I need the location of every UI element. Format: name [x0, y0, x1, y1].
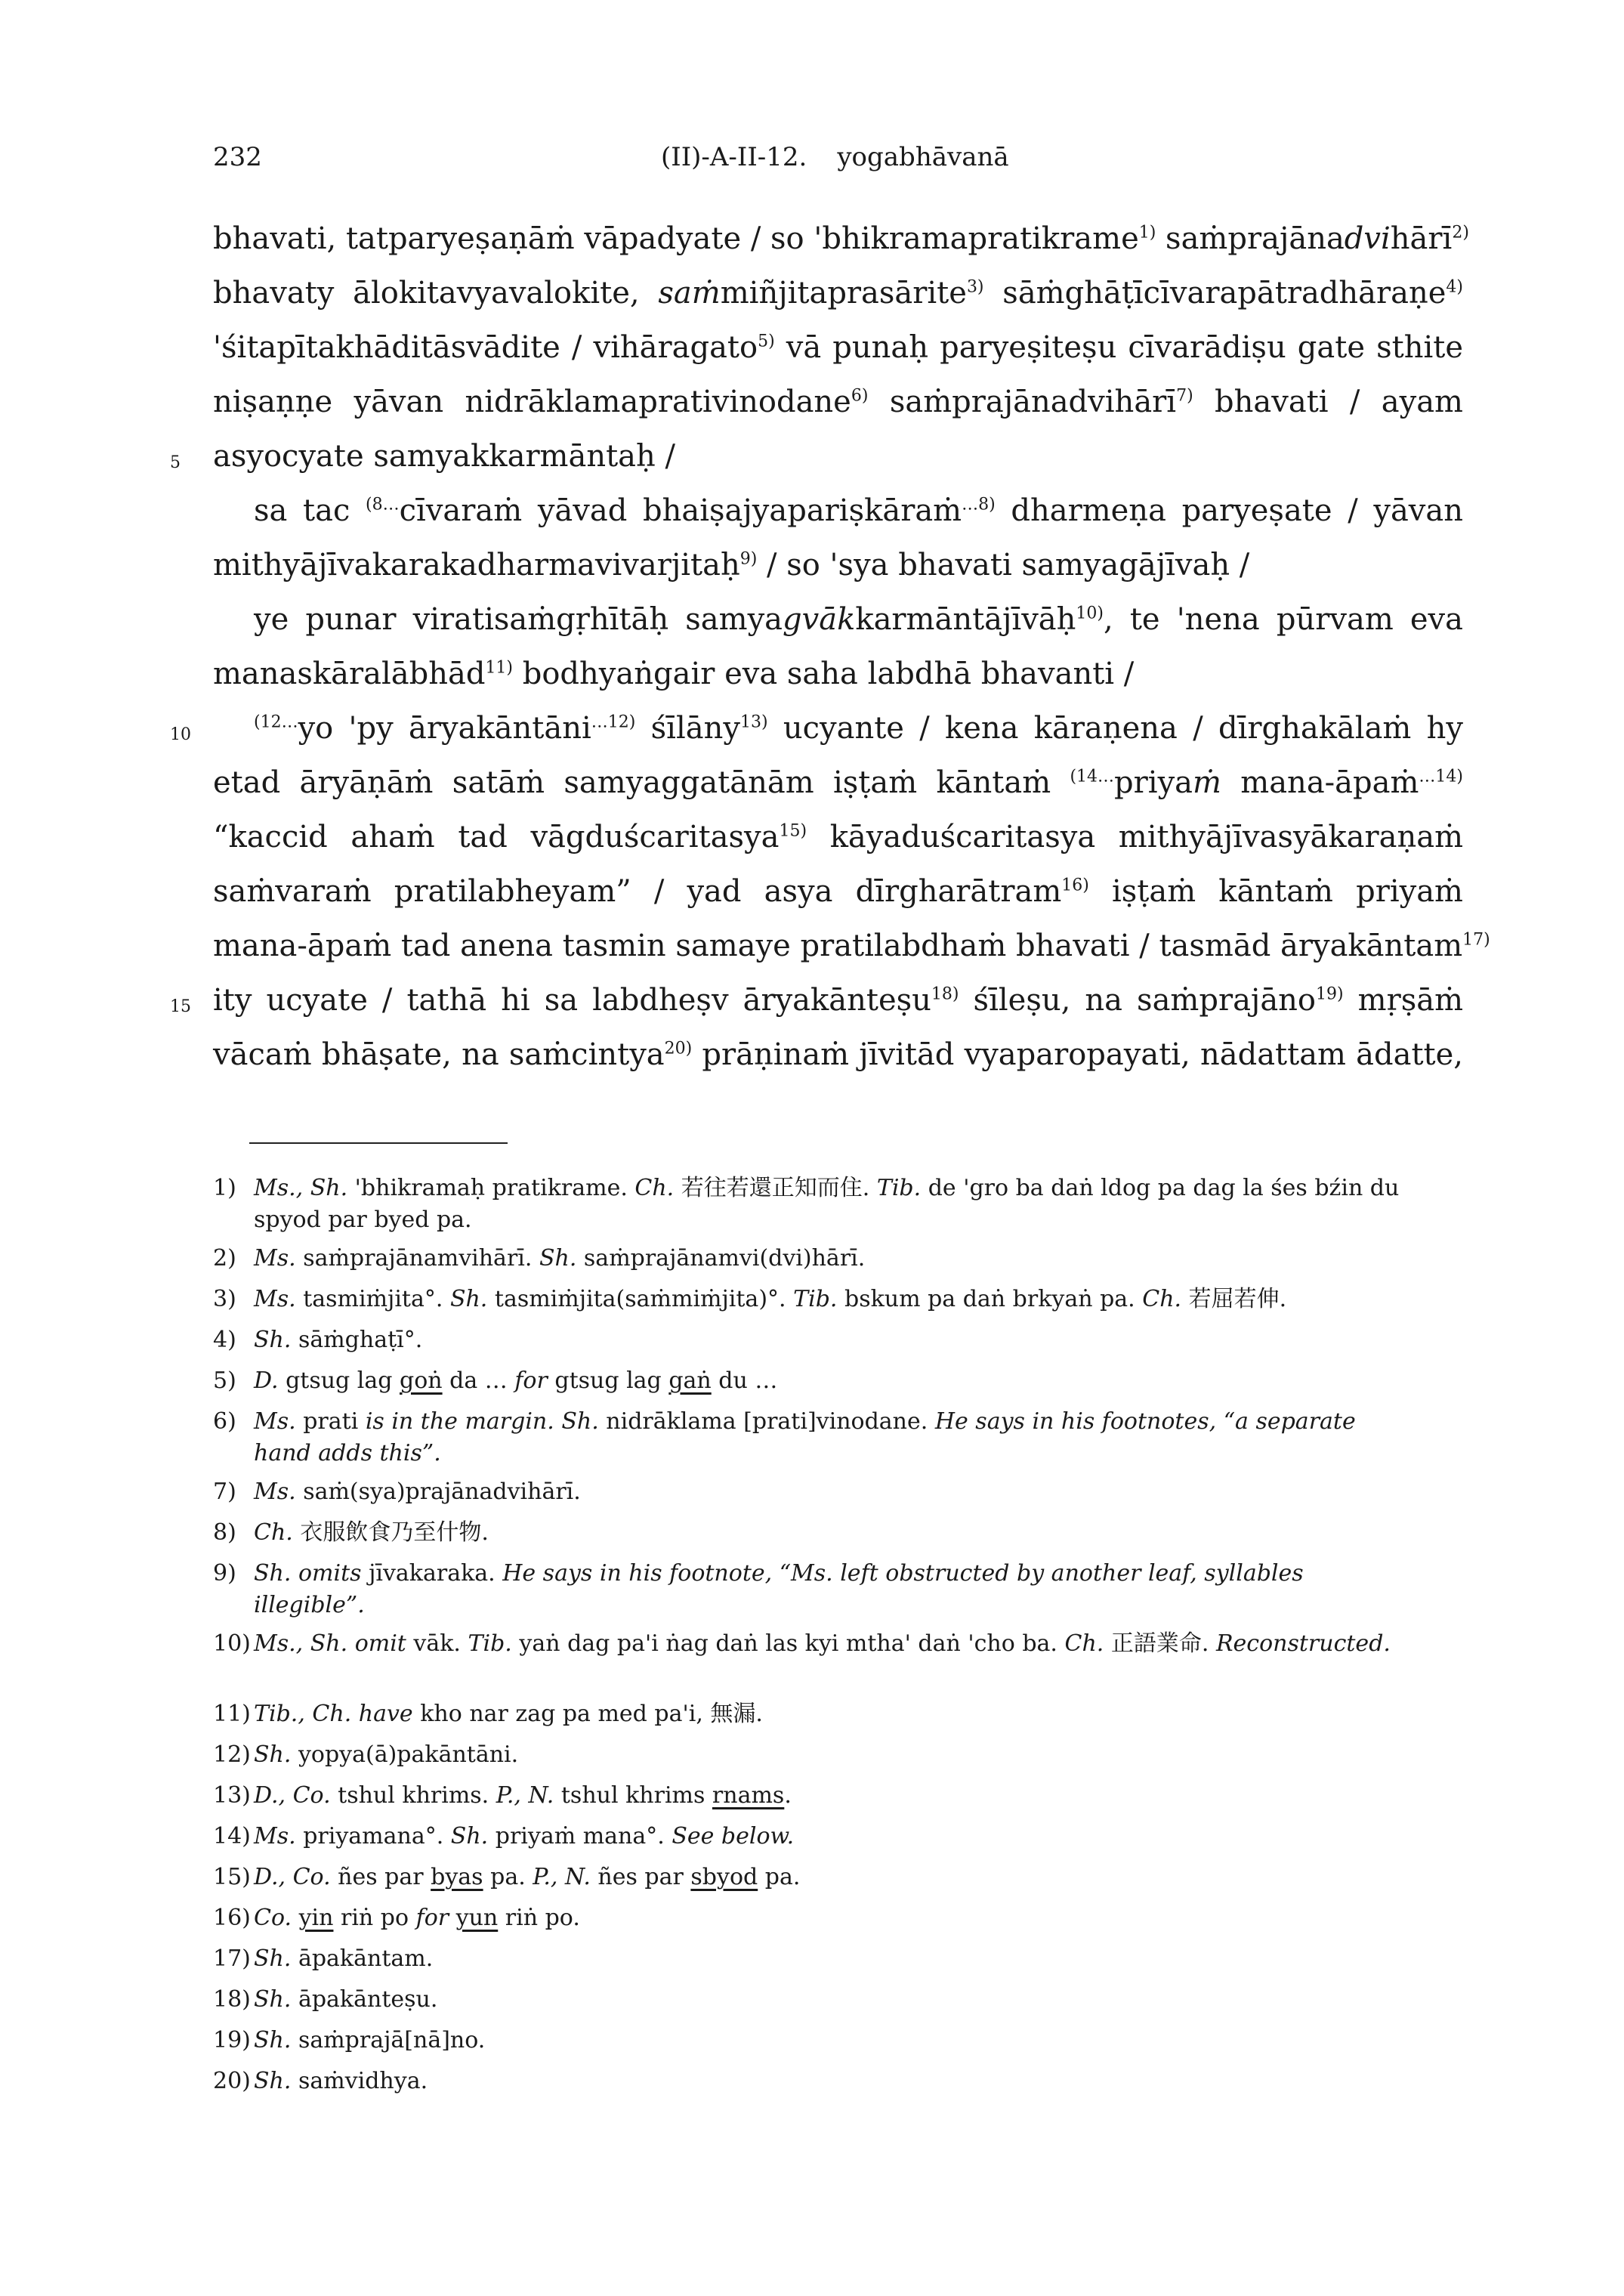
text-line-9: manaskāralābhād$^{11)}$ bodhyaṅgair eva saha labdhā bhavanti / [213, 657, 1135, 691]
text-line-12: “kaccid ahaṁ tad vāgduścaritasya$^{15)}$ kāyaduścaritasya mithyājīvasyākaraṇaṁ [213, 820, 1463, 854]
text-line-16: vācaṁ bhāṣate, na saṁcintya$^{20)}$ prāṇinaṁ jīvitād vyaparopayati, nādattam ādatte, [213, 1037, 1463, 1072]
footnote-19: 19) Sh. saṁprajā[nā]no. [213, 2027, 486, 2053]
page-number: 232 [213, 142, 262, 172]
text-line-13: saṁvaraṁ pratilabheyam” / yad asya dīrgharātram$^{16)}$ iṣṭaṁ kāntaṁ priyaṁ [213, 874, 1463, 909]
text-line-14: mana-āpaṁ tad anena tasmin samaye pratilabdhaṁ bhavati / tasmād āryakāntam$^{17)}$ [213, 929, 1490, 963]
line-number-5: 5 [170, 453, 181, 472]
line-number-15: 15 [170, 997, 191, 1016]
footnote-8: 8) Ch. 衣服飲食乃至什物. [213, 1519, 489, 1546]
footnote-13: 13) D., Co. tshul khrims. P., N. tshul khrims rnams. [213, 1782, 792, 1809]
text-line-4: niṣaṇṇe yāvan nidrāklamaprativinodane$^{6)}$ saṁprajānadvihārī$^{7)}$ bhavati / ayam [213, 385, 1463, 419]
text-line-2: bhavaty ālokitavyavalokite, saṁmiñjitaprasārite$^{3)}$ sāṁghāṭīcīvarapātradhāraṇe$^{4)}$ [213, 276, 1464, 311]
footnote-3: 3) Ms. tasmiṁjita°. Sh. tasmiṁjita(saṁmiṁjita)°. Tib. bskum pa daṅ brkyaṅ pa. Ch. 若屈若伸. [213, 1286, 1287, 1312]
footnote-15: 15) D., Co. ñes par byas pa. P., N. ñes par sbyod pa. [213, 1864, 801, 1890]
text-line-5: asyocyate samyakkarmāntaḥ / [213, 439, 675, 474]
footnote-10: 10) Ms., Sh. omit vāk. Tib. yaṅ dag pa'i ṅag daṅ las kyi mtha' daṅ 'cho ba. Ch. 正語業命. Reconstructed. [213, 1630, 1391, 1657]
footnote-rule [249, 1142, 508, 1144]
footnote-18: 18) Sh. āpakānteṣu. [213, 1986, 438, 2013]
text-line-7: mithyājīvakarakadharmavivarjitaḥ$^{9)}$ / so 'sya bhavati samyagājīvaḥ / [213, 548, 1250, 582]
footnote-12: 12) Sh. yopya(ā)pakāntāni. [213, 1741, 519, 1768]
text-line-15: ity ucyate / tathā hi sa labdheṣv āryakānteṣu$^{18)}$ śīleṣu, na saṁprajāno$^{19)}$ mṛṣāṁ [213, 983, 1464, 1018]
footnote-20: 20) Sh. saṁvidhya. [213, 2068, 428, 2094]
footnote-11: 11) Tib., Ch. have kho nar zag pa med pa'i, 無漏. [213, 1701, 763, 1727]
footnote-1: 1) Ms., Sh. 'bhikramaḥ pratikrame. Ch. 若往若還正知而住. Tib. de 'gro ba daṅ ldog pa dag la śes bźin du spyod par byed pa. [213, 1175, 1400, 1233]
text-line-8: ye punar viratisaṁgṛhītāḥ samyagvākkarmāntājīvāḥ$^{10)}$, te 'nena pūrvam eva [254, 602, 1464, 637]
footnote-2: 2) Ms. saṁprajānamvihārī. Sh. saṁprajānamvi(dvi)hārī. [213, 1245, 866, 1272]
line-number-10: 10 [170, 725, 191, 744]
text-line-6: sa tac $^{(8\dots}$cīvaraṁ yāvad bhaiṣajyapariṣkāraṁ$^{\dots 8)}$ dharmeṇa paryeṣate / yāvan [254, 493, 1463, 528]
running-title: yogabhāvanā [837, 142, 1009, 172]
running-head [661, 142, 1009, 172]
text-line-3: 'śitapītakhāditāsvādite / vihāragato$^{5)}$ vā punaḥ paryeṣiteṣu cīvarādiṣu gate sthite [213, 330, 1463, 365]
footnote-5: 5) D. gtsug lag goṅ da … for gtsug lag gaṅ du … [213, 1367, 778, 1394]
footnote-6: 6) Ms. prati is in the margin. Sh. nidrāklama [prati]vinodane. He says in his footnotes, “a separate hand adds this”. [213, 1408, 1356, 1466]
text-line-11: etad āryāṇāṁ satāṁ samyaggatānām iṣṭaṁ kāntaṁ $^{(14\dots}$priyaṁ mana-āpaṁ$^{\dots 14)}$ [213, 765, 1463, 800]
footnote-14: 14) Ms. priyamana°. Sh. priyaṁ mana°. See below. [213, 1823, 795, 1849]
section-number: (II)-A-II-12. [661, 142, 807, 172]
text-line-1: bhavati, tatparyeṣaṇāṁ vāpadyate / so 'bhikramapratikrame$^{1)}$ saṁprajānadvihārī$^{2)}$ [213, 221, 1469, 256]
footnote-9: 9) Sh. omits jīvakaraka. He says in his footnote, “Ms. left obstructed by another leaf, syllables illegible”. [213, 1560, 1304, 1618]
footnote-16: 16) Co. yin riṅ po for yun riṅ po. [213, 1905, 580, 1931]
text-line-10: $^{(12\dots}$yo 'py āryakāntāni$^{\dots 12)}$ śīlāny$^{13)}$ ucyante / kena kāraṇena / dīrghakālaṁ hy [254, 711, 1463, 746]
footnote-17: 17) Sh. āpakāntam. [213, 1945, 434, 1972]
footnote-4: 4) Sh. sāṁghaṭī°. [213, 1327, 423, 1353]
footnote-7: 7) Ms. saṁ(sya)prajānadvihārī. [213, 1479, 581, 1505]
